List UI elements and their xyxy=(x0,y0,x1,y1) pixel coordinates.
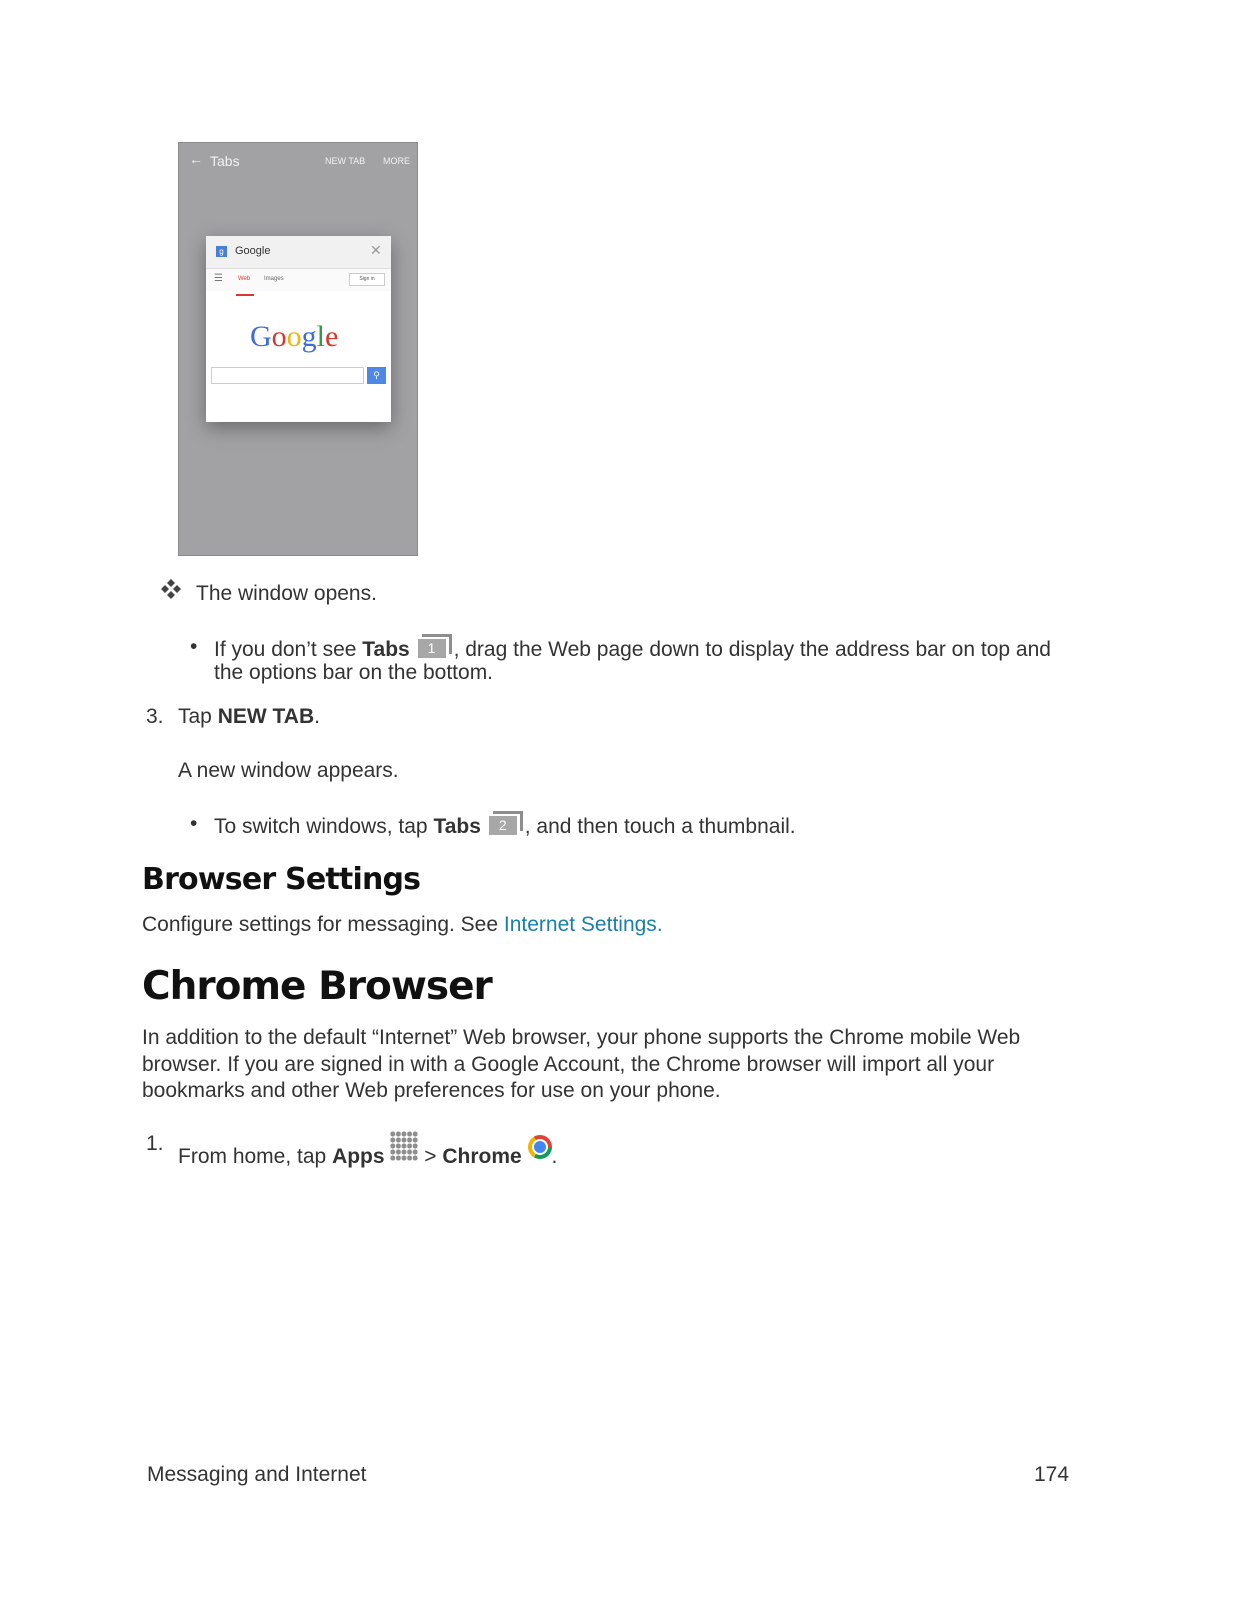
google-logo-letter: o xyxy=(271,320,287,353)
bullet1-pre: If you don’t see xyxy=(214,638,363,661)
step3-number: 3. xyxy=(146,705,164,728)
step1-post: . xyxy=(551,1145,558,1168)
bullet2-post: , and then touch a thumbnail. xyxy=(524,815,796,838)
thumbnail-tab-bar xyxy=(206,236,391,269)
google-logo-letter: l xyxy=(316,320,326,353)
tabs-icon xyxy=(489,811,523,835)
sign-in-button: Sign in xyxy=(349,273,385,286)
tabs-header xyxy=(179,143,417,177)
step1-number: 1. xyxy=(146,1132,164,1155)
chrome-browser-heading: Chrome Browser xyxy=(142,964,492,1009)
google-favicon-icon: g xyxy=(216,246,227,257)
step3-bold: NEW TAB xyxy=(217,705,315,728)
tab-thumbnail xyxy=(206,236,391,422)
chrome-icon xyxy=(528,1135,552,1159)
tabs-icon xyxy=(418,634,452,658)
chrome-label: Chrome xyxy=(442,1145,522,1168)
browser-settings-text xyxy=(142,912,663,938)
chrome-para-line: browser. If you are signed in with a Google Account, the Chrome browser will import all your xyxy=(142,1053,995,1076)
tabs-icon-number: 1 xyxy=(418,639,446,658)
step3-pre: Tap xyxy=(178,705,218,728)
bullet2-pre: To switch windows, tap xyxy=(214,815,434,838)
thumbnail-tab-title: Google xyxy=(235,245,271,257)
bullet1-line2: the options bar on the bottom. xyxy=(214,661,494,684)
nav-web: Web xyxy=(238,276,251,282)
browser-settings-heading: Browser Settings xyxy=(142,862,421,897)
new-tab-label: NEW TAB xyxy=(325,156,366,166)
apps-label: Apps xyxy=(332,1145,385,1168)
google-logo-letter: o xyxy=(286,320,302,353)
step1-separator: > xyxy=(418,1145,443,1168)
bullet-dot: • xyxy=(190,635,198,658)
thumbnail-nav xyxy=(206,269,391,291)
more-label: MORE xyxy=(383,156,410,166)
apps-grid-icon xyxy=(390,1131,418,1161)
tabs-screenshot xyxy=(178,142,418,556)
nav-images: Images xyxy=(264,276,284,282)
tabs-icon-number: 2 xyxy=(489,816,517,835)
internet-settings-link[interactable]: Internet Settings xyxy=(503,913,657,936)
google-logo-letter: G xyxy=(250,320,272,353)
step1-pre: From home, tap xyxy=(178,1145,333,1168)
bullet-dot: • xyxy=(190,812,198,835)
browser-settings-pre: Configure settings for messaging. See xyxy=(142,913,504,936)
close-icon: ✕ xyxy=(370,242,382,258)
chrome-para-line: bookmarks and other Web preferences for use on your phone. xyxy=(142,1079,721,1102)
step1-text xyxy=(178,1131,557,1170)
bullet2-bold: Tabs xyxy=(433,815,481,838)
search-icon: ⚲ xyxy=(367,367,386,384)
web-underline xyxy=(236,294,254,296)
menu-icon: ☰ xyxy=(214,273,223,284)
step3-text xyxy=(178,704,320,730)
tabs-header-title: Tabs xyxy=(210,153,240,169)
bullet1-post: , drag the Web page down to display the address bar on top and xyxy=(453,638,1051,661)
browser-settings-post: . xyxy=(656,913,663,936)
page-number: 174 xyxy=(1034,1463,1070,1486)
result-text: The window opens. xyxy=(196,582,377,605)
search-box xyxy=(211,367,364,384)
bullet1-line1 xyxy=(214,634,1051,663)
step3-post: . xyxy=(314,705,320,728)
google-logo-letter: g xyxy=(301,320,317,353)
chrome-para-line: In addition to the default “Internet” Web browser, your phone supports the Chrome mobile Web xyxy=(142,1026,1021,1049)
google-logo xyxy=(250,320,338,354)
back-arrow-icon: ← xyxy=(189,151,203,167)
result-diamond-icon xyxy=(160,578,182,600)
google-logo-letter: e xyxy=(325,320,339,353)
step3-result: A new window appears. xyxy=(178,759,399,782)
bullet1-bold: Tabs xyxy=(362,638,410,661)
footer-section: Messaging and Internet xyxy=(147,1463,367,1486)
bullet2-text xyxy=(214,811,796,840)
